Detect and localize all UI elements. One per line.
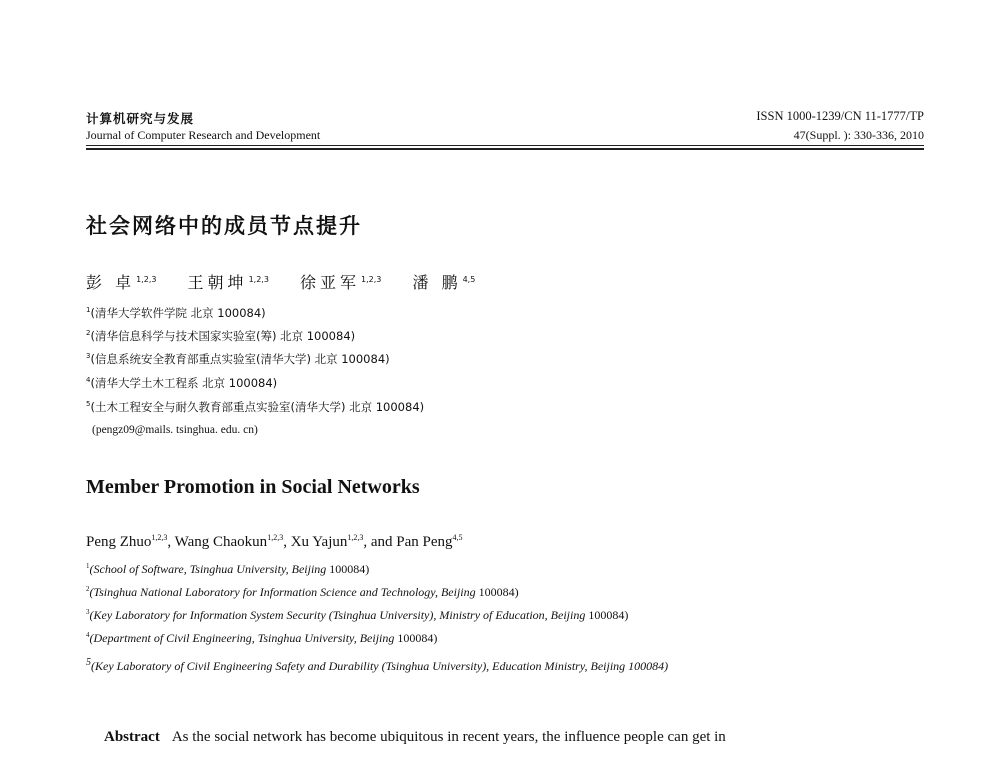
abstract-first-line — [104, 729, 726, 746]
volume-line: 47(Suppl. ): 330-336, 2010 — [793, 128, 924, 142]
abstract-text: As the social network has become ubiquitous in recent years, the influence people can get in — [171, 729, 726, 745]
author-en: Peng Zhuo$^{1,2,3}$ — [86, 533, 168, 550]
issn-line: ISSN 1000-1239/CN 11-1777/TP — [756, 109, 924, 123]
header-rule-thin — [86, 145, 924, 146]
journal-title-cn: 计算机研究与发展 — [86, 111, 195, 126]
affiliation-en: $^4$(Department of Civil Engineering, Tsinghua University, Beijing 100084) — [86, 631, 438, 645]
author-cn: 潘 鹏$^{4,5}$ — [412, 273, 476, 292]
affiliation-cn: $^2$(清华信息科学与技术国家实验室(筹) 北京 100084) — [86, 329, 356, 343]
author-en: Xu Yajun$^{1,2,3}$ — [290, 533, 364, 550]
affiliation-cn: $^5$(土木工程安全与耐久教育部重点实验室(清华大学) 北京 100084) — [86, 400, 425, 414]
journal-title-en: Journal of Computer Research and Development — [86, 128, 321, 142]
author-list-en: Peng Zhuo$^{1,2,3}$, Wang Chaokun$^{1,2,3}$, Xu Yajun$^{1,2,3}$, and Pan Peng$^{4,5}$ — [86, 533, 463, 550]
author-cn: 彭 卓$^{1,2,3}$ — [86, 273, 157, 292]
abstract-label: Abstract — [104, 729, 160, 745]
affiliation-en: $^3$(Key Laboratory for Information System Security (Tsinghua University), Ministry of Education, Beijing 100084) — [86, 608, 629, 622]
author-en: Pan Peng$^{4,5}$ — [396, 533, 463, 550]
affiliation-cn: $^4$(清华大学土木工程系 北京 100084) — [86, 376, 278, 390]
affiliation-cn: $^1$(清华大学软件学院 北京 100084) — [86, 306, 266, 320]
author-cn: 王朝坤$^{1,2,3}$ — [187, 273, 269, 292]
affiliation-en: $^5$(Key Laboratory of Civil Engineering Safety and Durability (Tsinghua University), Education Ministry, Beijing 100084) — [86, 657, 669, 673]
paper-title-en: Member Promotion in Social Networks — [86, 476, 420, 498]
author-en: Wang Chaokun$^{1,2,3}$ — [174, 533, 284, 550]
affiliation-en: $^1$(School of Software, Tsinghua University, Beijing 100084) — [86, 562, 370, 576]
author-cn: 徐亚军$^{1,2,3}$ — [300, 273, 382, 292]
contact-email: (pengz09@mails. tsinghua. edu. cn) — [92, 424, 258, 436]
paper-title-cn: 社会网络中的成员节点提升 — [86, 214, 362, 238]
author-list-cn — [86, 270, 501, 293]
header-rule-thick — [86, 148, 924, 150]
affiliation-en: $^2$(Tsinghua National Laboratory for Information Science and Technology, Beijing 100084) — [86, 585, 519, 599]
affiliation-cn: $^3$(信息系统安全教育部重点实验室(清华大学) 北京 100084) — [86, 352, 390, 366]
